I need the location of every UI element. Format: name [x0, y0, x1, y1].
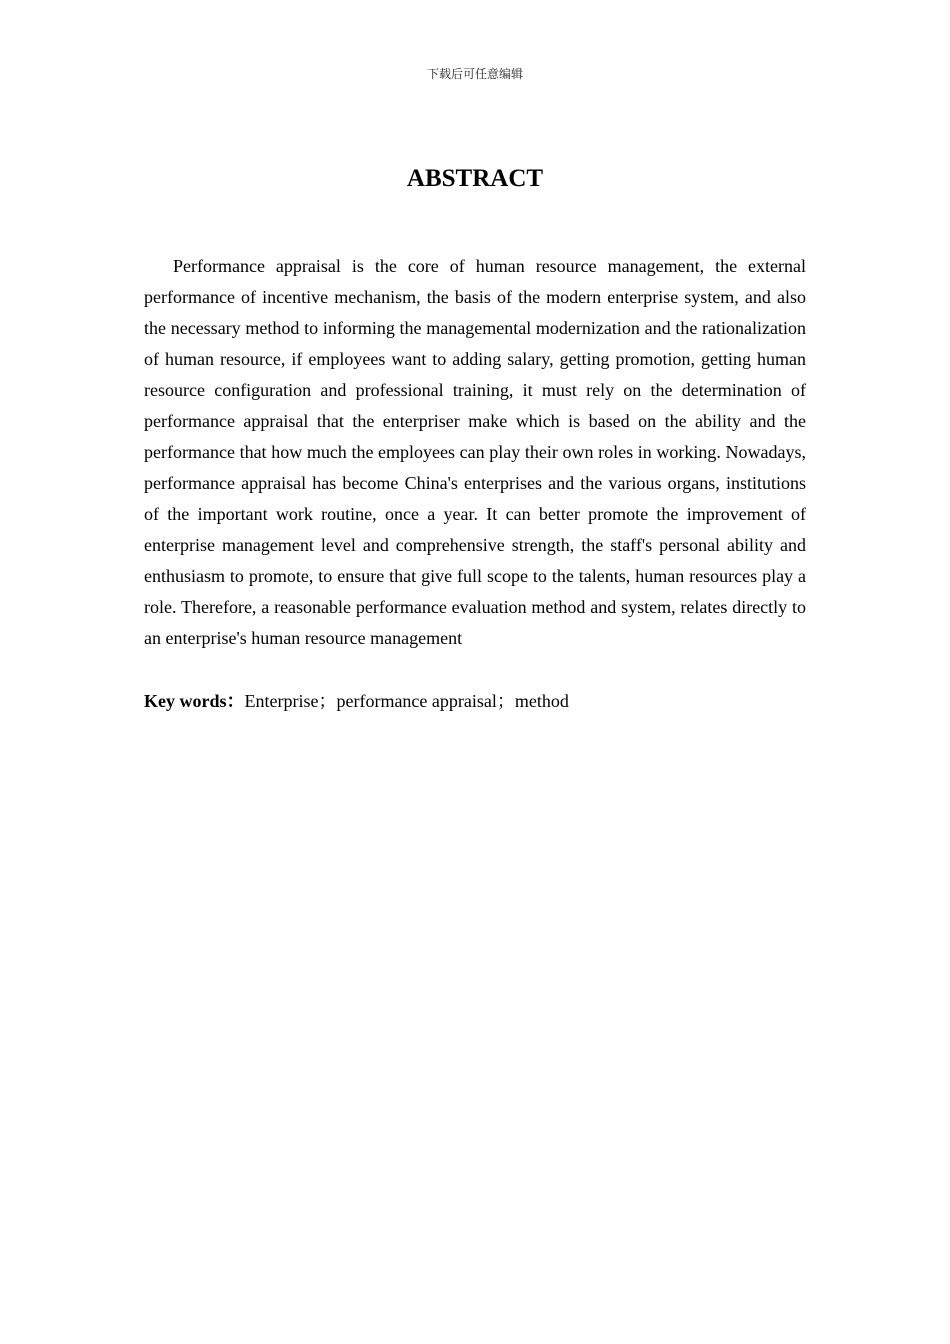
- keywords-label: Key words：: [144, 691, 245, 711]
- page-header: 下载后可任意编辑: [426, 67, 523, 81]
- abstract-title: ABSTRACT: [406, 165, 544, 192]
- keywords-line: [144, 686, 806, 717]
- abstract-body: Performance appraisal is the core of human resource management, the external performance of incentive mechanism, the basis of the modern enterprise system, and also the necessary method to informing the managemental modernization and the rationalization of human resource, if employees want to adding salary, getting promotion, getting human resource configuration and professional training, it must rely on the determination of performance appraisal that the enterpriser make which is based on the ability and the performance that how much the employees can play their own roles in working. Nowadays, performance appraisal has become China's enterprises and the various organs, institutions of the important work routine, once a year. It can better promote the improvement of enterprise management level and comprehensive strength, the staff's personal ability and enthusiasm to promote, to ensure that give full scope to the talents, human resources play a role. Therefore, a reasonable performance evaluation method and system, relates directly to an enterprise's human resource management: [144, 256, 806, 648]
- keywords-values: Enterprise；performance appraisal；method: [244, 691, 569, 711]
